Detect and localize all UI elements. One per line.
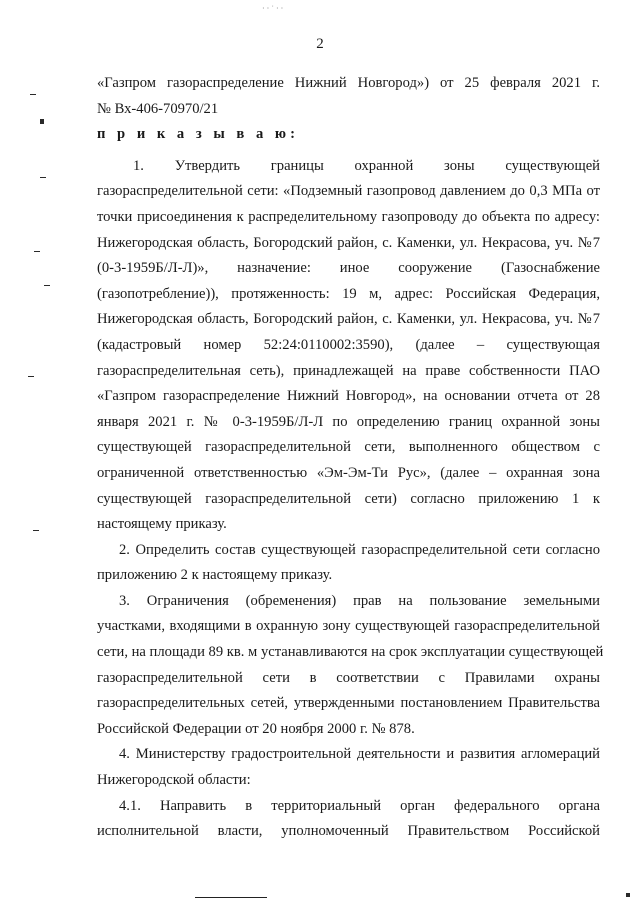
scan-mark (30, 94, 36, 95)
text-line: точки присоединения к распределительному газопроводу до объекта по адресу: (97, 208, 600, 225)
text-line: участками, входящими в охранную зону существующей газораспределительной (97, 618, 600, 635)
text-line: газораспределительных сетей, утвержденными постановлением Правительства (97, 695, 600, 712)
text-line: ограниченной ответственностью «Эм-Эм-Ти Рус», (далее – охранная зона (97, 464, 600, 481)
text-line: 1. Утвердить границы охранной зоны существующей (133, 157, 600, 174)
paragraph-4 (97, 742, 600, 793)
paragraph-3 (97, 589, 604, 743)
text-line: (0-3-1959Б/Л-Л)», назначение: иное сооружение (Газоснабжение (97, 260, 600, 277)
text-line: исполнительной власти, уполномоченный Правительством Российской (97, 823, 600, 840)
scan-noise: · · ˙ · · (262, 4, 284, 13)
scan-mark (40, 177, 46, 178)
text-line: (газопотребление)), протяженность: 19 м, адрес: Российская Федерация, (97, 285, 600, 302)
text-line: настоящему приказу. (97, 516, 227, 533)
text-line: «Газпром газораспределение Нижний Новгород», на основании отчета от 28 (97, 388, 600, 405)
text-line: 2. Определить состав существующей газораспределительной сети согласно (119, 541, 600, 558)
paragraph-1 (97, 154, 600, 538)
text-line: 3. Ограничения (обременения) прав на пользование земельными (119, 592, 600, 609)
paragraph-4-1 (97, 794, 600, 845)
text-line: приложению 2 к настоящему приказу. (97, 567, 333, 584)
document-body (97, 71, 604, 845)
paragraph-intro (97, 71, 600, 122)
text-line: января 2021 г. № 0-3-1959Б/Л-Л по определению границ охранной зоны (97, 413, 600, 430)
scan-mark (626, 893, 630, 897)
scan-mark (44, 285, 50, 286)
text-line: газораспределительная сеть), принадлежащей на праве собственности ПАО (97, 362, 600, 379)
text-line: газораспределительной сети: «Подземный газопровод давлением до 0,3 МПа от (97, 183, 600, 200)
page-number: 2 (316, 36, 324, 52)
text-line: № Вх-406-70970/21 (97, 100, 219, 117)
text-line: существующей газораспределительной сети, выполненного обществом с (97, 439, 600, 456)
scan-mark (33, 530, 39, 531)
text-line: 4. Министерству градостроительной деятельности и развития агломераций (119, 746, 600, 763)
footer-rule (195, 897, 267, 898)
text-line: газораспределительной сети в соответствии с Правилами охраны (97, 669, 600, 686)
text-line: Нижегородской области: (97, 772, 251, 789)
text-line: Нижегородская область, Богородский район, с. Каменки, ул. Некрасова, уч. №7 (97, 234, 600, 251)
text-line: Нижегородская область, Богородский район, с. Каменки, ул. Некрасова, уч. №7 (97, 311, 600, 328)
text-line: «Газпром газораспределение Нижний Новгород») от 25 февраля 2021 г. (97, 75, 600, 91)
text-line: (кадастровый номер 52:24:0110002:3590), (далее – существующая (97, 336, 600, 353)
scan-mark (34, 251, 40, 252)
scan-mark (40, 119, 44, 124)
order-heading: п р и к а з ы в а ю: (97, 126, 299, 143)
scan-mark (28, 376, 34, 377)
text-line: 4.1. Направить в территориальный орган федерального органа (119, 797, 600, 814)
text-line: Российской Федерации от 20 ноября 2000 г. № 878. (97, 720, 415, 737)
paragraph-2 (97, 538, 600, 589)
text-line: существующей газораспределительной сети) согласно приложению 1 к (97, 490, 600, 507)
text-line: сети, на площади 89 кв. м устанавливаются на срок эксплуатации существующей (97, 644, 604, 661)
